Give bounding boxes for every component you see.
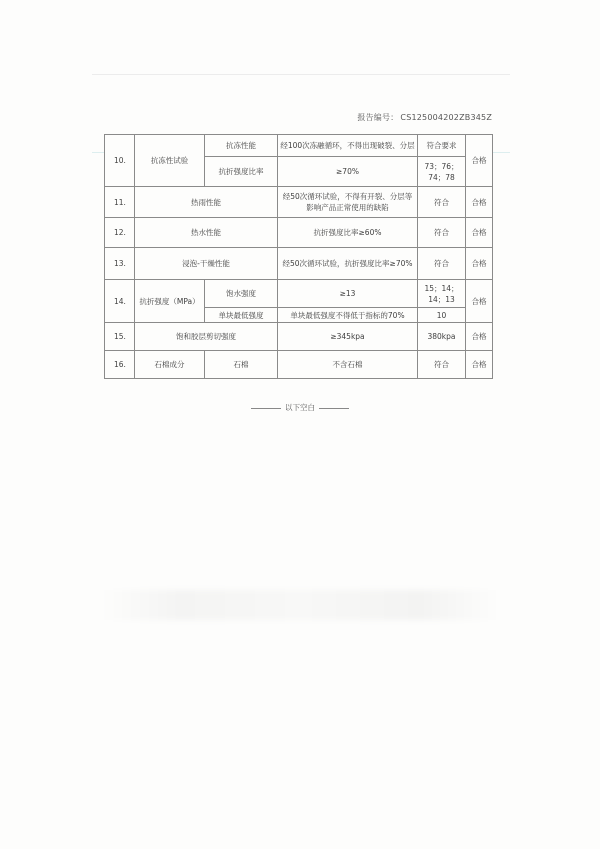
test-item: 抗冻性试验 — [135, 135, 205, 187]
requirement: ≥70% — [278, 157, 418, 187]
verdict: 合格 — [466, 248, 493, 280]
scan-smudge — [100, 590, 500, 620]
footer-text: 以下空白 — [285, 403, 315, 412]
verdict: 合格 — [466, 187, 493, 218]
scan-guide-left — [92, 152, 104, 153]
page-top-rule — [92, 74, 510, 75]
test-subitem: 单块最低强度 — [205, 308, 278, 323]
table-row — [105, 135, 493, 157]
footer-dash-right — [319, 408, 349, 409]
table-row — [105, 323, 493, 351]
verdict: 合格 — [466, 135, 493, 187]
verdict: 合格 — [466, 323, 493, 351]
table-row — [105, 218, 493, 248]
requirement: 经100次冻融循环，不得出现破裂、分层 — [278, 135, 418, 157]
requirement: 经50次循环试验，不得有开裂、分层等影响产品正常使用的缺陷 — [278, 187, 418, 218]
test-result: 符合 — [418, 187, 466, 218]
test-result: 符合 — [418, 218, 466, 248]
test-result: 73；76；74；78 — [418, 157, 466, 187]
verdict: 合格 — [466, 218, 493, 248]
test-subitem: 抗冻性能 — [205, 135, 278, 157]
verdict: 合格 — [466, 280, 493, 323]
test-subitem: 抗折强度比率 — [205, 157, 278, 187]
test-result: 380kpa — [418, 323, 466, 351]
requirement: 单块最低强度不得低于指标的70% — [278, 308, 418, 323]
requirement: 经50次循环试验，抗折强度比率≥70% — [278, 248, 418, 280]
verdict: 合格 — [466, 351, 493, 379]
requirement: 抗折强度比率≥60% — [278, 218, 418, 248]
footer-dash-left — [251, 408, 281, 409]
row-number: 11. — [105, 187, 135, 218]
requirement: ≥345kpa — [278, 323, 418, 351]
test-item: 浸泡-干燥性能 — [135, 248, 278, 280]
test-item: 抗折强度（MPa） — [135, 280, 205, 323]
report-number-label: 报告编号： — [357, 113, 399, 122]
end-of-content-note — [0, 402, 600, 413]
row-number: 12. — [105, 218, 135, 248]
test-item: 石棉成分 — [135, 351, 205, 379]
test-result: 符合 — [418, 351, 466, 379]
row-number: 13. — [105, 248, 135, 280]
table-row — [105, 248, 493, 280]
test-result: 符合 — [418, 248, 466, 280]
test-item: 热水性能 — [135, 218, 278, 248]
test-subitem: 饱水强度 — [205, 280, 278, 308]
row-number: 15. — [105, 323, 135, 351]
requirement: 不含石棉 — [278, 351, 418, 379]
test-result: 符合要求 — [418, 135, 466, 157]
test-results-table — [104, 134, 493, 379]
report-number — [357, 112, 492, 123]
test-subitem: 石棉 — [205, 351, 278, 379]
table-row — [105, 187, 493, 218]
table-row — [105, 280, 493, 308]
row-number: 10. — [105, 135, 135, 187]
test-item: 热雨性能 — [135, 187, 278, 218]
report-number-value: CS125004202ZB345Z — [400, 113, 492, 122]
scan-guide-right — [492, 152, 510, 153]
row-number: 14. — [105, 280, 135, 323]
table-row — [105, 351, 493, 379]
test-result: 15；14；14；13 — [418, 280, 466, 308]
requirement: ≥13 — [278, 280, 418, 308]
row-number: 16. — [105, 351, 135, 379]
test-result: 10 — [418, 308, 466, 323]
test-item: 饱和胶层剪切强度 — [135, 323, 278, 351]
